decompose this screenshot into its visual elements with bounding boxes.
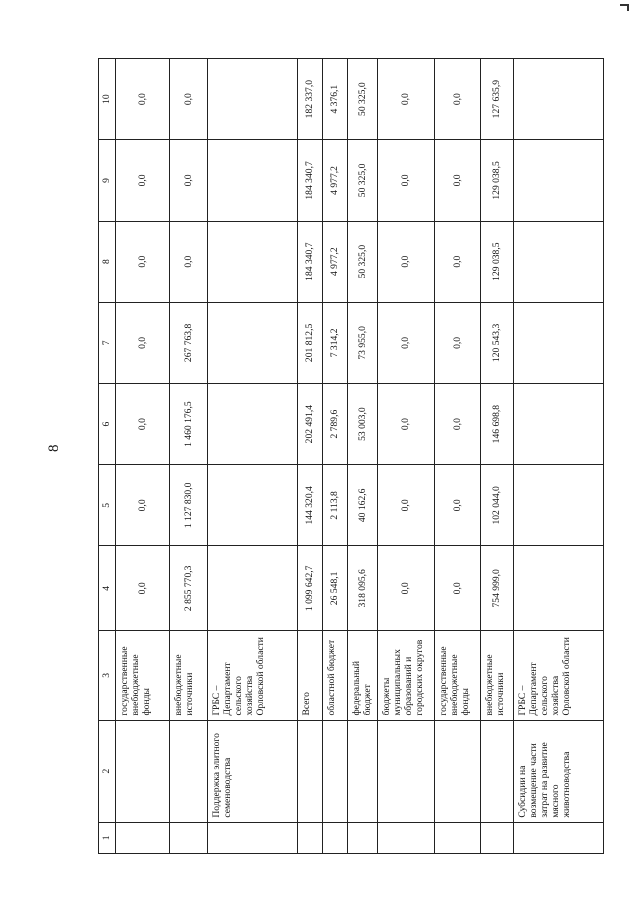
table-row bbox=[480, 59, 513, 854]
header-cell: 10 bbox=[99, 59, 116, 140]
table-row bbox=[170, 59, 208, 854]
source-cell: областной бюджет bbox=[322, 631, 347, 720]
value-cell bbox=[514, 59, 604, 140]
source-cell: внебюджетные источники bbox=[170, 631, 208, 720]
value-cell bbox=[297, 822, 322, 853]
header-cell: 1 bbox=[99, 822, 116, 853]
table-row bbox=[297, 59, 322, 854]
source-cell: Всего bbox=[297, 631, 322, 720]
value-cell: 1 099 642,7 bbox=[297, 546, 322, 631]
header-cell: 6 bbox=[99, 384, 116, 465]
value-cell: 50 325,0 bbox=[347, 59, 377, 140]
activity-cell bbox=[116, 720, 170, 822]
table-row bbox=[378, 59, 434, 854]
value-cell bbox=[514, 384, 604, 465]
header-cell: 8 bbox=[99, 221, 116, 302]
value-cell: 2 789,6 bbox=[322, 384, 347, 465]
value-cell: 0,0 bbox=[378, 384, 434, 465]
value-cell: 26 548,1 bbox=[322, 546, 347, 631]
source-cell: ГРБС – Департамент сельского хозяйства Орловской области bbox=[207, 631, 297, 720]
value-cell bbox=[207, 546, 297, 631]
value-cell: 0,0 bbox=[378, 302, 434, 383]
value-cell: 267 763,8 bbox=[170, 302, 208, 383]
value-cell: 0,0 bbox=[170, 221, 208, 302]
value-cell: 7 314,2 bbox=[322, 302, 347, 383]
source-cell: государственные внебюджетные фонды bbox=[434, 631, 480, 720]
source-cell: государственные внебюджетные фонды bbox=[116, 631, 170, 720]
value-cell: 202 491,4 bbox=[297, 384, 322, 465]
value-cell bbox=[207, 140, 297, 221]
value-cell: 4 977,2 bbox=[322, 140, 347, 221]
table-row bbox=[347, 59, 377, 854]
value-cell: 0,0 bbox=[116, 546, 170, 631]
budget-table bbox=[98, 58, 604, 854]
value-cell: 1 127 830,0 bbox=[170, 465, 208, 546]
value-cell bbox=[514, 221, 604, 302]
source-cell: внебюджетные источники bbox=[480, 631, 513, 720]
header-row bbox=[99, 59, 116, 854]
value-cell bbox=[434, 822, 480, 853]
value-cell: 0,0 bbox=[378, 140, 434, 221]
value-cell: 1 460 176,5 bbox=[170, 384, 208, 465]
table-container bbox=[98, 58, 604, 854]
table-row bbox=[207, 59, 297, 854]
value-cell bbox=[207, 302, 297, 383]
value-cell: 184 340,7 bbox=[297, 140, 322, 221]
value-cell: 0,0 bbox=[378, 465, 434, 546]
value-cell: 0,0 bbox=[434, 140, 480, 221]
activity-cell bbox=[322, 720, 347, 822]
value-cell: 754 999,0 bbox=[480, 546, 513, 631]
table-row bbox=[434, 59, 480, 854]
value-cell: 318 095,6 bbox=[347, 546, 377, 631]
value-cell bbox=[480, 822, 513, 853]
corner-mark bbox=[620, 4, 629, 6]
activity-cell bbox=[434, 720, 480, 822]
value-cell: 120 543,3 bbox=[480, 302, 513, 383]
value-cell bbox=[347, 822, 377, 853]
activity-cell: Субсидии на возмещение части затрат на развитие мясного животноводства bbox=[514, 720, 604, 822]
value-cell: 0,0 bbox=[116, 59, 170, 140]
source-cell: ГРБС – Департамент сельского хозяйства Орловской области bbox=[514, 631, 604, 720]
value-cell bbox=[514, 822, 604, 853]
table-row bbox=[322, 59, 347, 854]
table-row bbox=[116, 59, 170, 854]
value-cell: 50 325,0 bbox=[347, 221, 377, 302]
value-cell: 182 337,0 bbox=[297, 59, 322, 140]
value-cell: 144 320,4 bbox=[297, 465, 322, 546]
activity-cell bbox=[297, 720, 322, 822]
value-cell: 4 376,1 bbox=[322, 59, 347, 140]
source-cell: бюджеты муниципальных образований и городских округов bbox=[378, 631, 434, 720]
value-cell bbox=[378, 822, 434, 853]
value-cell bbox=[116, 822, 170, 853]
value-cell bbox=[170, 822, 208, 853]
value-cell: 0,0 bbox=[116, 221, 170, 302]
value-cell: 201 812,5 bbox=[297, 302, 322, 383]
page-number: 8 bbox=[46, 444, 62, 452]
value-cell: 2 855 770,3 bbox=[170, 546, 208, 631]
value-cell: 0,0 bbox=[434, 465, 480, 546]
value-cell: 0,0 bbox=[434, 302, 480, 383]
table-body bbox=[116, 59, 604, 854]
value-cell: 0,0 bbox=[434, 59, 480, 140]
value-cell: 0,0 bbox=[434, 221, 480, 302]
header-cell: 9 bbox=[99, 140, 116, 221]
value-cell: 184 340,7 bbox=[297, 221, 322, 302]
value-cell: 129 038,5 bbox=[480, 140, 513, 221]
header-cell: 5 bbox=[99, 465, 116, 546]
header-cell: 4 bbox=[99, 546, 116, 631]
value-cell bbox=[207, 221, 297, 302]
value-cell: 53 003,0 bbox=[347, 384, 377, 465]
value-cell bbox=[322, 822, 347, 853]
value-cell bbox=[207, 384, 297, 465]
activity-cell bbox=[347, 720, 377, 822]
value-cell bbox=[207, 465, 297, 546]
activity-cell: Поддержка элитного семеноводства bbox=[207, 720, 297, 822]
value-cell: 50 325,0 bbox=[347, 140, 377, 221]
header-cell: 2 bbox=[99, 720, 116, 822]
value-cell: 0,0 bbox=[170, 59, 208, 140]
value-cell: 40 162,6 bbox=[347, 465, 377, 546]
table-row bbox=[514, 59, 604, 854]
value-cell bbox=[514, 465, 604, 546]
value-cell: 0,0 bbox=[116, 302, 170, 383]
value-cell: 0,0 bbox=[116, 140, 170, 221]
value-cell: 73 955,0 bbox=[347, 302, 377, 383]
value-cell: 127 635,9 bbox=[480, 59, 513, 140]
value-cell: 146 698,8 bbox=[480, 384, 513, 465]
value-cell bbox=[207, 59, 297, 140]
value-cell: 0,0 bbox=[116, 465, 170, 546]
value-cell bbox=[514, 302, 604, 383]
source-cell: федеральный бюджет bbox=[347, 631, 377, 720]
value-cell: 0,0 bbox=[378, 59, 434, 140]
value-cell: 0,0 bbox=[434, 384, 480, 465]
value-cell: 0,0 bbox=[116, 384, 170, 465]
value-cell: 4 977,2 bbox=[322, 221, 347, 302]
activity-cell bbox=[170, 720, 208, 822]
value-cell bbox=[514, 140, 604, 221]
value-cell bbox=[514, 546, 604, 631]
header-cell: 7 bbox=[99, 302, 116, 383]
value-cell: 0,0 bbox=[378, 546, 434, 631]
value-cell: 0,0 bbox=[378, 221, 434, 302]
value-cell: 102 044,0 bbox=[480, 465, 513, 546]
value-cell: 129 038,5 bbox=[480, 221, 513, 302]
value-cell: 2 113,8 bbox=[322, 465, 347, 546]
value-cell: 0,0 bbox=[170, 140, 208, 221]
value-cell: 0,0 bbox=[434, 546, 480, 631]
activity-cell bbox=[378, 720, 434, 822]
value-cell bbox=[207, 822, 297, 853]
activity-cell bbox=[480, 720, 513, 822]
header-cell: 3 bbox=[99, 631, 116, 720]
